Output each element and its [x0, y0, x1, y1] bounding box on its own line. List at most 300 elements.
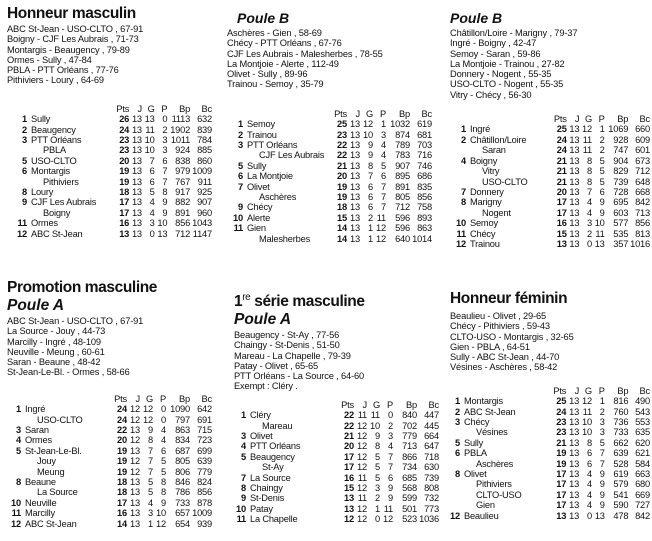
pts-cell: 17	[556, 489, 567, 500]
bc-cell: 842	[635, 197, 650, 208]
match-result: Aschères - Gien , 58-69	[227, 28, 322, 38]
table-row	[231, 119, 432, 129]
rank-cell	[231, 192, 247, 202]
j-cell: 13	[569, 489, 580, 500]
g-cell: 9	[368, 140, 373, 150]
j-cell: 13	[131, 197, 142, 208]
j-cell: 13	[569, 396, 580, 407]
j-cell: 13	[131, 155, 142, 166]
g-cell: 3	[587, 218, 592, 229]
match-result: Ingré - Boigny , 42-47	[450, 38, 537, 49]
match-result: Patay - Olivet , 65-65	[234, 360, 319, 371]
team-name: Boigny	[469, 155, 498, 166]
bc-cell: 1016	[630, 238, 650, 249]
g-cell: 5	[148, 487, 153, 498]
p-cell: 2	[599, 134, 605, 145]
section-honneur-masculin	[7, 5, 212, 239]
table-header-row	[450, 386, 650, 396]
column-header: Pts	[114, 393, 127, 404]
pts-cell: 24	[117, 404, 127, 415]
g-cell: 11	[145, 124, 155, 135]
g-cell: 4	[149, 197, 155, 208]
rank-cell: 12	[11, 518, 21, 529]
section-title: Poule B	[237, 10, 290, 26]
pts-cell: 14	[337, 223, 347, 234]
column-header: Bc	[639, 385, 650, 396]
bc-cell: 863	[417, 223, 432, 234]
table-row	[450, 479, 650, 489]
j-cell: 12	[357, 514, 367, 525]
bp-cell: 907	[395, 160, 410, 171]
j-cell: 13	[131, 124, 142, 135]
bp-cell: 846	[175, 477, 190, 488]
pts-cell: 17	[117, 497, 127, 508]
bc-cell: 939	[197, 518, 212, 529]
column-header: G	[584, 114, 592, 125]
rank-cell: 1	[454, 396, 460, 407]
bp-cell: 535	[613, 228, 629, 239]
bc-cell: 856	[417, 192, 432, 203]
table-row	[450, 511, 650, 521]
table-row	[456, 208, 650, 218]
p-cell: 7	[381, 202, 386, 213]
p-cell: 7	[162, 166, 168, 177]
team-name: Nogent	[481, 207, 511, 218]
column-header: J	[362, 399, 367, 410]
team-name: Marigny	[469, 197, 502, 208]
table-row	[11, 477, 212, 487]
j-cell: 12	[357, 420, 367, 431]
column-header: Bc	[428, 399, 439, 410]
table-header-row	[11, 394, 212, 404]
rank-cell: 4	[460, 155, 466, 166]
team-name: Beaugency	[250, 451, 295, 462]
g-cell: 2	[587, 228, 592, 239]
bp-cell: 478	[613, 510, 629, 521]
table-row	[231, 140, 432, 150]
column-header: J	[574, 385, 580, 396]
table-row	[456, 218, 650, 228]
pts-cell: 25	[556, 124, 567, 135]
g-cell: 10	[144, 145, 155, 156]
g-cell: 5	[375, 472, 380, 483]
team-name: Jouy	[37, 456, 56, 467]
p-cell: 9	[162, 207, 168, 218]
match-result: Donnery - Nogent , 55-35	[450, 69, 552, 80]
g-cell: 4	[587, 197, 592, 208]
rank-cell: 6	[22, 166, 27, 177]
rank-cell: 9	[238, 202, 243, 213]
match-result: Sully - ABC St-Jean , 44-70	[450, 352, 560, 363]
rank-cell	[17, 177, 31, 187]
pts-cell: 26	[119, 114, 130, 125]
g-cell: 12	[143, 404, 153, 415]
table-row	[456, 156, 650, 166]
column-header: G	[365, 108, 373, 119]
match-result: Vitry - Chécy , 56-30	[450, 89, 532, 100]
bc-cell: 601	[635, 145, 650, 156]
j-cell: 13	[131, 176, 142, 187]
team-name: Ormes	[30, 218, 58, 229]
team-name: Ingré	[469, 124, 491, 135]
team-name: Vitry	[481, 166, 500, 177]
team-name: ABC St-Jean	[30, 228, 83, 239]
j-cell: 13	[130, 497, 140, 508]
match-result: Beaulieu - Olivet , 29-65	[450, 311, 546, 321]
bp-cell: 685	[402, 472, 417, 483]
bp-cell: 767	[175, 176, 191, 187]
g-cell: 5	[375, 451, 380, 462]
g-cell: 8	[148, 435, 153, 446]
g-cell: 13	[144, 114, 155, 125]
table-row	[17, 229, 212, 239]
table-row	[11, 435, 212, 445]
standings-table	[450, 386, 650, 521]
pts-cell: 19	[117, 466, 127, 477]
column-header: Pts	[116, 103, 130, 114]
j-cell: 13	[131, 166, 142, 177]
pts-cell: 21	[556, 437, 567, 448]
rank-cell	[450, 500, 464, 510]
team-name: Montargis	[463, 396, 503, 407]
j-cell: 13	[131, 145, 142, 156]
team-name: USO-CLTO	[37, 414, 83, 425]
team-name: La Source	[250, 472, 291, 483]
bc-cell: 445	[424, 420, 439, 431]
table-row	[236, 483, 439, 493]
rank-cell: 8	[16, 477, 21, 488]
bp-cell: 760	[613, 406, 629, 417]
pts-cell: 19	[337, 181, 347, 192]
p-cell: 7	[381, 192, 386, 203]
p-cell: 5	[599, 155, 605, 166]
team-name: PBLA	[463, 448, 487, 459]
rank-cell	[231, 150, 247, 160]
match-result: Semoy - Saran , 59-86	[450, 48, 541, 59]
pts-cell: 19	[117, 456, 127, 467]
p-cell: 0	[161, 404, 166, 415]
bp-cell: 596	[395, 212, 410, 223]
bp-cell: 1902	[170, 124, 191, 135]
table-row	[456, 229, 650, 239]
column-header: Bp	[179, 393, 190, 404]
bp-cell: 874	[395, 129, 410, 140]
g-cell: 4	[587, 207, 592, 218]
bp-cell: 979	[175, 166, 191, 177]
bc-cell: 663	[635, 469, 650, 480]
p-cell: 12	[376, 233, 386, 244]
rank-cell: 10	[236, 503, 246, 514]
column-header: P	[379, 108, 386, 119]
g-cell: 12	[581, 396, 592, 407]
p-cell: 3	[162, 135, 168, 145]
column-header: P	[386, 399, 393, 410]
pts-cell: 22	[344, 410, 354, 421]
match-result: Olivet - Sully , 89-96	[227, 69, 308, 80]
g-cell: 9	[368, 150, 373, 161]
team-name: La Chapelle	[250, 514, 298, 525]
bc-cell: 813	[635, 228, 650, 239]
team-name: Alerte	[247, 212, 271, 223]
j-cell: 12	[357, 451, 367, 462]
pts-cell: 24	[556, 145, 567, 156]
match-result: St-Jean-Le-Bl. - Ormes , 58-66	[7, 367, 130, 378]
j-cell: 13	[569, 218, 580, 229]
pts-cell: 15	[556, 228, 567, 239]
bc-cell: 758	[417, 202, 432, 213]
g-cell: 12	[143, 414, 153, 425]
bc-cell: 723	[197, 435, 212, 446]
table-row	[236, 462, 439, 472]
bc-cell: 447	[424, 410, 439, 421]
column-header: J	[355, 108, 360, 119]
pts-cell: 13	[556, 238, 567, 249]
team-name: ABC St-Jean	[25, 518, 77, 529]
j-cell: 13	[569, 176, 580, 187]
g-cell: 0	[375, 514, 380, 525]
p-cell: 4	[381, 140, 386, 150]
section-honneur-feminin	[450, 290, 650, 521]
bp-cell: 577	[613, 218, 629, 229]
team-name: Trainou	[469, 238, 500, 249]
table-row	[17, 166, 212, 176]
rank-cell: 11	[236, 514, 246, 525]
bc-cell: 664	[424, 431, 439, 441]
table-row	[11, 498, 212, 508]
j-cell: 12	[357, 503, 367, 514]
table-row	[450, 407, 650, 417]
j-cell: 13	[569, 458, 580, 469]
g-cell: 3	[375, 483, 380, 494]
pts-cell: 17	[119, 207, 130, 218]
bc-cell: 681	[417, 129, 432, 140]
team-name: Chécy	[469, 228, 496, 239]
pts-cell: 16	[344, 472, 354, 483]
match-result: Vésines - Aschères , 58-42	[450, 362, 558, 373]
g-cell: 2	[375, 493, 380, 504]
bp-cell: 779	[402, 431, 417, 441]
table-row	[17, 208, 212, 218]
p-cell: 4	[388, 441, 393, 452]
j-cell: 11	[357, 472, 367, 483]
p-cell: 1	[599, 124, 605, 135]
j-cell: 13	[350, 223, 360, 234]
g-cell: 7	[148, 456, 153, 467]
bc-cell: 824	[197, 477, 212, 488]
table-row	[231, 182, 432, 192]
bc-cell: 1009	[192, 508, 212, 519]
pts-cell: 24	[119, 124, 130, 135]
bp-cell: 928	[613, 134, 629, 145]
rank-cell	[17, 208, 31, 218]
column-header: P	[159, 393, 166, 404]
p-cell: 10	[594, 218, 605, 229]
bc-cell: 630	[424, 462, 439, 473]
p-cell: 9	[599, 197, 605, 208]
j-cell: 13	[350, 160, 360, 171]
j-cell: 12	[130, 466, 140, 477]
bc-cell: 668	[635, 186, 650, 197]
bp-cell: 856	[175, 218, 191, 229]
j-cell: 13	[130, 477, 140, 488]
pts-cell: 20	[337, 171, 347, 182]
table-row	[450, 490, 650, 500]
j-cell: 13	[350, 192, 360, 203]
title-superscript: re	[242, 292, 251, 303]
team-name: CJF Les Aubrais	[259, 150, 325, 161]
pts-cell: 19	[117, 445, 127, 456]
bp-cell: 713	[402, 441, 417, 452]
column-header: Pts	[553, 114, 567, 125]
table-row	[450, 427, 650, 437]
bp-cell: 797	[175, 414, 190, 425]
pts-cell: 21	[344, 431, 354, 441]
pts-cell: 17	[556, 197, 567, 208]
table-row	[236, 410, 439, 420]
bc-cell: 639	[197, 456, 212, 467]
rank-cell: 5	[238, 160, 243, 171]
table-row	[236, 421, 439, 431]
team-name: PTT Orléans	[247, 140, 298, 150]
team-name: USO-CLTO	[481, 176, 528, 187]
column-header: G	[584, 385, 592, 396]
j-cell: 12	[357, 431, 367, 441]
bc-cell: 878	[197, 497, 212, 508]
p-cell: 6	[161, 445, 166, 456]
team-name: Chécy	[247, 202, 273, 213]
bc-cell: 779	[197, 466, 212, 477]
table-row	[11, 467, 212, 477]
p-cell: 10	[156, 508, 166, 519]
g-cell: 1	[368, 223, 373, 234]
rank-cell: 12	[456, 238, 466, 249]
p-cell: 2	[162, 124, 168, 135]
rank-cell: 11	[11, 508, 21, 519]
section-subtitle: Poule A	[234, 311, 292, 328]
j-cell: 12	[357, 483, 367, 494]
table-row	[231, 150, 432, 160]
rank-cell	[456, 208, 470, 218]
g-cell: 10	[144, 135, 155, 145]
pts-cell: 19	[556, 458, 567, 469]
bp-cell: 1032	[390, 119, 410, 130]
p-cell: 7	[162, 176, 168, 187]
bc-cell: 1014	[412, 233, 432, 244]
rank-cell: 12	[17, 228, 27, 239]
team-name: PBLA	[42, 145, 66, 156]
g-cell: 7	[368, 171, 373, 182]
p-cell: 11	[595, 228, 605, 239]
rank-cell: 10	[11, 497, 21, 508]
match-result: Beaugency - St-Ay , 77-56	[234, 330, 340, 340]
team-name: Chécy	[463, 417, 490, 427]
team-name: CLTO-USO	[475, 489, 522, 500]
column-header: G	[145, 393, 153, 404]
p-cell: 5	[599, 176, 605, 187]
team-name: St-Jean-Le-Bl.	[25, 445, 82, 456]
j-cell: 13	[569, 448, 580, 459]
pts-cell: 18	[117, 487, 127, 498]
team-name: Saran	[25, 425, 49, 435]
p-cell: 9	[161, 497, 166, 508]
column-header: Bc	[201, 393, 212, 404]
rank-cell: 3	[22, 135, 27, 145]
column-header: Bc	[201, 103, 212, 114]
g-cell: 4	[586, 479, 592, 490]
g-cell: 6	[368, 202, 373, 213]
g-cell: 8	[587, 166, 592, 177]
bp-cell: 603	[613, 207, 629, 218]
p-cell: 3	[381, 129, 386, 140]
bc-cell: 680	[635, 479, 650, 490]
j-cell: 13	[569, 437, 580, 448]
g-cell: 4	[586, 500, 592, 511]
team-name: Boigny	[42, 207, 71, 218]
pts-cell: 15	[337, 212, 347, 223]
team-name: Sully	[247, 160, 267, 171]
bp-cell: 736	[613, 417, 629, 427]
team-name: Chaingy	[250, 483, 283, 494]
p-cell: 5	[599, 166, 605, 177]
pts-cell: 13	[119, 228, 130, 239]
section-premiere-serie	[234, 289, 439, 525]
match-result: CJF Les Aubrais - Malesherbes , 78-55	[227, 48, 383, 59]
column-header: Bp	[617, 114, 629, 125]
g-cell: 8	[587, 155, 592, 166]
p-cell: 5	[161, 456, 166, 467]
g-cell: 6	[368, 192, 373, 203]
j-cell: 13	[569, 406, 580, 417]
pts-cell: 19	[119, 166, 130, 177]
p-cell: 8	[162, 187, 168, 198]
bc-cell: 648	[635, 176, 650, 187]
rank-cell: 11	[17, 218, 27, 229]
match-result: Châtillon/Loire - Marigny , 79-37	[450, 28, 578, 38]
j-cell: 13	[350, 129, 360, 140]
team-name: Vésines	[475, 427, 508, 438]
column-header: Pts	[334, 108, 347, 119]
table-row	[231, 161, 432, 171]
column-header: J	[135, 393, 140, 404]
bc-cell: 635	[635, 427, 650, 438]
team-name: Marcilly	[25, 508, 55, 519]
j-cell: 13	[130, 508, 140, 519]
rank-cell: 10	[456, 218, 466, 229]
table-row	[236, 493, 439, 503]
g-cell: 8	[375, 441, 380, 452]
bp-cell: 838	[175, 155, 191, 166]
rank-cell: 5	[22, 155, 27, 166]
match-result: PTT Orléans - La Source , 64-60	[234, 371, 365, 382]
rank-cell: 8	[22, 187, 27, 198]
bp-cell: 786	[175, 487, 190, 498]
pts-cell: 17	[344, 451, 354, 462]
bc-cell: 619	[417, 119, 432, 130]
g-cell: 12	[363, 119, 373, 130]
g-cell: 10	[363, 129, 373, 140]
team-name: St-Denis	[250, 493, 285, 504]
bc-cell: 632	[197, 114, 212, 125]
rank-cell: 2	[238, 129, 243, 140]
rank-cell: 3	[16, 425, 21, 435]
p-cell: 9	[599, 489, 605, 500]
match-result: Chécy - Pithiviers , 59-43	[450, 321, 550, 332]
table-row	[236, 452, 439, 462]
team-name: Sully	[30, 114, 51, 125]
team-name: Gien	[247, 223, 266, 234]
rank-cell	[231, 234, 247, 244]
bp-cell: 728	[613, 186, 629, 197]
